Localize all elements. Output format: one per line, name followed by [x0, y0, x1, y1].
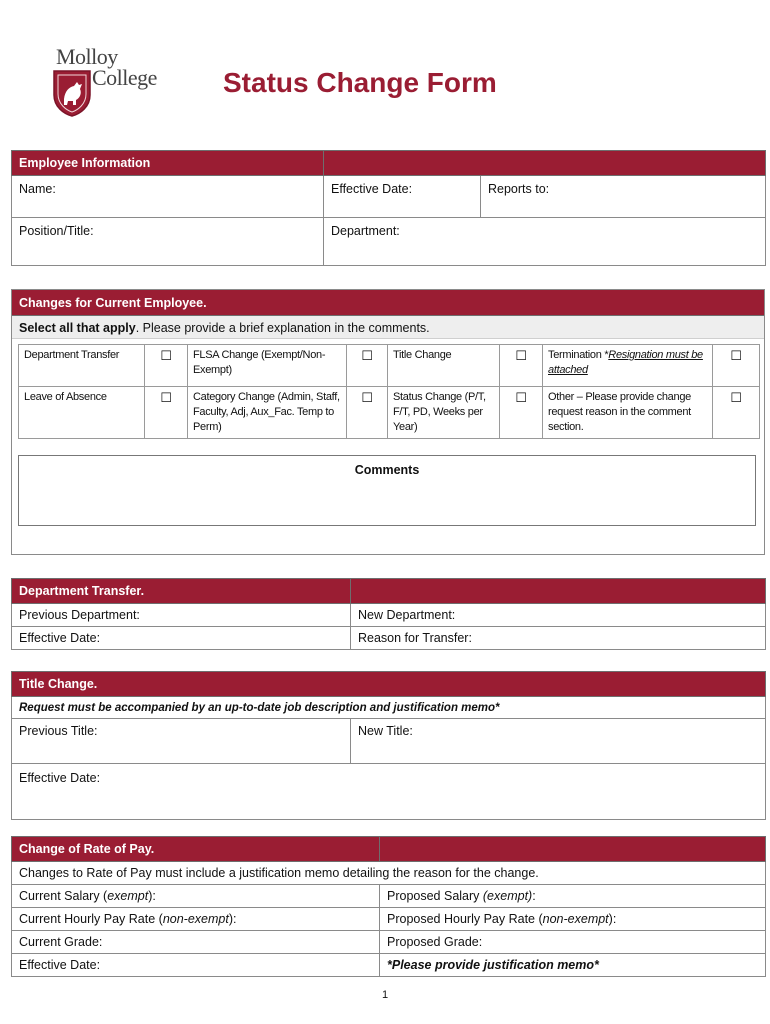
proposed-hourly-field[interactable] — [380, 908, 766, 931]
changes-header: Changes for Current Employee. — [12, 290, 764, 316]
checkbox-other[interactable]: ☐ — [713, 387, 760, 439]
option-status-change: Status Change (P/T, F/T, PD, Weeks per Year) — [388, 387, 500, 439]
checkbox-title-change[interactable]: ☐ — [500, 345, 543, 387]
name-field[interactable]: Name: — [12, 176, 324, 218]
proposed-hourly-label: Proposed Hourly Pay Rate ( — [387, 912, 543, 926]
college-logo — [52, 44, 170, 122]
current-salary-end: ): — [148, 889, 156, 903]
checkbox-category-change[interactable]: ☐ — [347, 387, 388, 439]
position-title-field[interactable]: Position/Title: — [12, 218, 324, 266]
instruction-rest: . Please provide a brief explanation in the comments. — [135, 321, 430, 335]
changes-instruction — [12, 316, 764, 339]
shield-icon — [52, 69, 92, 117]
employee-info-header: Employee Information — [12, 151, 324, 176]
new-title-field[interactable]: New Title: — [351, 719, 766, 764]
current-hourly-end: ): — [228, 912, 237, 926]
effective-date-field[interactable]: Effective Date: — [324, 176, 481, 218]
logo-line-2: College — [92, 65, 157, 90]
option-department-transfer: Department Transfer — [19, 345, 145, 387]
proposed-hourly-em: non-exempt — [542, 912, 609, 926]
department-transfer-table — [11, 578, 766, 650]
justification-note: *Please provide justification memo* — [380, 954, 766, 977]
current-salary-label: Current Salary ( — [19, 889, 108, 903]
option-termination — [543, 345, 713, 387]
change-options-grid — [18, 344, 760, 439]
transfer-effective-date-field[interactable]: Effective Date: — [12, 627, 351, 650]
logo-line-1: Molloy — [56, 44, 118, 69]
new-department-field[interactable]: New Department: — [351, 604, 766, 627]
form-title: Status Change Form — [223, 67, 497, 98]
option-leave-of-absence: Leave of Absence — [19, 387, 145, 439]
proposed-salary-end: : — [532, 889, 536, 903]
previous-department-field[interactable]: Previous Department: — [12, 604, 351, 627]
checkbox-termination[interactable]: ☐ — [713, 345, 760, 387]
proposed-hourly-end: ): — [608, 912, 617, 926]
comments-field[interactable] — [18, 455, 756, 526]
termination-note: Resignation must be attached — [548, 349, 703, 376]
reports-to-field[interactable]: Reports to: — [481, 176, 766, 218]
option-category-change: Category Change (Admin, Staff, Faculty, Adj, Aux_Fac. Temp to Perm) — [188, 387, 347, 439]
checkbox-status-change[interactable]: ☐ — [500, 387, 543, 439]
rate-of-pay-note: Changes to Rate of Pay must include a justification memo detailing the reason for the change. — [12, 862, 766, 885]
current-hourly-em: non-exempt — [162, 912, 229, 926]
current-salary-field[interactable] — [12, 885, 380, 908]
checkbox-department-transfer[interactable]: ☐ — [145, 345, 188, 387]
option-title-change: Title Change — [388, 345, 500, 387]
current-salary-em: exempt — [107, 889, 149, 903]
checkbox-leave-of-absence[interactable]: ☐ — [145, 387, 188, 439]
checkbox-flsa-change[interactable]: ☐ — [347, 345, 388, 387]
employee-info-table — [11, 150, 766, 266]
reason-for-transfer-field[interactable]: Reason for Transfer: — [351, 627, 766, 650]
title-effective-date-field[interactable]: Effective Date: — [12, 764, 766, 820]
option-flsa-change: FLSA Change (Exempt/Non-Exempt) — [188, 345, 347, 387]
option-other: Other – Please provide change request reason in the comment section. — [543, 387, 713, 439]
rate-of-pay-table — [11, 836, 766, 977]
title-change-table — [11, 671, 766, 820]
current-hourly-field[interactable] — [12, 908, 380, 931]
proposed-salary-field[interactable] — [380, 885, 766, 908]
termination-label: Termination * — [548, 349, 609, 361]
proposed-grade-field[interactable]: Proposed Grade: — [380, 931, 766, 954]
title-change-header: Title Change. — [12, 672, 766, 697]
rate-of-pay-header: Change of Rate of Pay. — [12, 837, 380, 862]
header-blank — [324, 151, 766, 176]
instruction-bold: Select all that apply — [19, 321, 136, 335]
proposed-salary-label: Proposed Salary — [387, 889, 483, 903]
current-grade-field[interactable]: Current Grade: — [12, 931, 380, 954]
current-hourly-label: Current Hourly Pay Rate ( — [19, 912, 163, 926]
title-change-note: Request must be accompanied by an up-to-date job description and justification memo* — [12, 697, 766, 719]
header-blank — [351, 579, 766, 604]
page-number: 1 — [381, 989, 389, 1001]
proposed-salary-em: (exempt) — [482, 889, 533, 903]
comments-label: Comments — [354, 463, 420, 477]
department-field[interactable]: Department: — [324, 218, 766, 266]
department-transfer-header: Department Transfer. — [12, 579, 351, 604]
previous-title-field[interactable]: Previous Title: — [12, 719, 351, 764]
pay-effective-date-field[interactable]: Effective Date: — [12, 954, 380, 977]
header-blank — [380, 837, 766, 862]
